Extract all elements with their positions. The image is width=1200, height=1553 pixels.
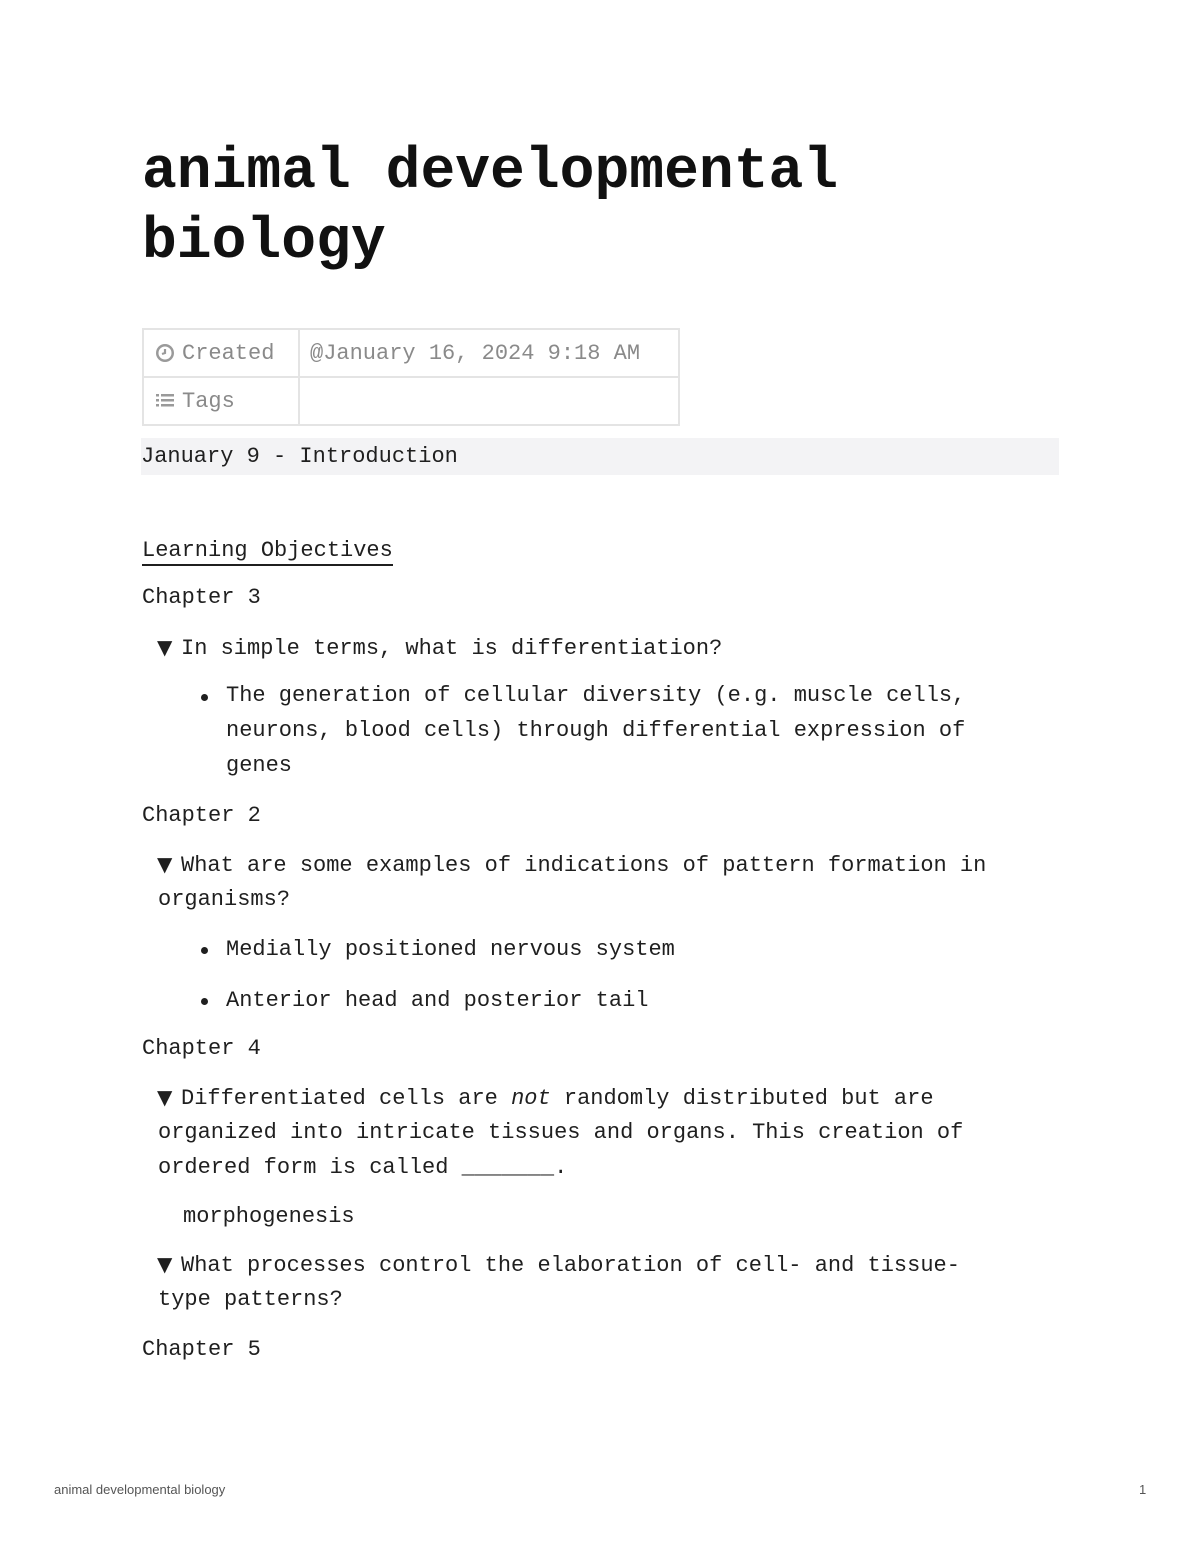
toggle-question-part: randomly distributed but are <box>550 1086 934 1111</box>
bullet-item: Anterior head and posterior tail <box>226 988 649 1013</box>
toggle-question-continued: organized into intricate tissues and organs. This creation of <box>158 1120 964 1145</box>
toggle-differentiation[interactable] <box>157 630 722 666</box>
property-label-created: Created <box>182 340 275 366</box>
emphasis-not: not <box>511 1086 551 1111</box>
chapter-4-label: Chapter 4 <box>142 1036 261 1061</box>
property-key-created <box>143 329 299 377</box>
toggle-triangle-icon[interactable]: ▼ <box>157 852 173 876</box>
toggle-question: What are some examples of indications of pattern formation in <box>181 853 987 878</box>
bullet-dot-icon <box>201 694 208 701</box>
property-value-created[interactable]: @January 16, 2024 9:18 AM <box>299 329 679 377</box>
toggle-pattern-formation[interactable] <box>157 847 986 883</box>
toggle-answer: morphogenesis <box>183 1204 355 1229</box>
footer-page-number: 1 <box>1139 1482 1147 1497</box>
chapter-3-label: Chapter 3 <box>142 585 261 610</box>
bullet-item-continued: neurons, blood cells) through differential expression of <box>226 718 966 743</box>
toggle-question: In simple terms, what is differentiation? <box>181 636 723 661</box>
bullet-dot-icon <box>201 947 208 954</box>
toggle-triangle-icon[interactable]: ▼ <box>157 1252 173 1276</box>
property-key-tags <box>143 377 299 425</box>
toggle-morphogenesis[interactable] <box>157 1080 934 1116</box>
learning-objectives-label: Learning Objectives <box>142 538 393 566</box>
page-title: animal developmental biology <box>142 140 839 275</box>
properties-table <box>142 328 680 426</box>
toggle-question-continued: ordered form is called _______. <box>158 1155 568 1180</box>
chapter-5-label: Chapter 5 <box>142 1337 261 1362</box>
clock-icon <box>154 341 176 363</box>
property-value-tags[interactable] <box>299 377 679 425</box>
property-label-tags: Tags <box>182 388 235 414</box>
bullet-item-continued: genes <box>226 753 293 778</box>
bullet-dot-icon <box>201 998 208 1005</box>
property-row-created <box>143 329 679 377</box>
toggle-triangle-icon[interactable]: ▼ <box>157 635 173 659</box>
toggle-question-continued: organisms? <box>158 887 291 912</box>
toggle-question: What processes control the elaboration of cell- and tissue- <box>181 1253 960 1278</box>
learning-objectives-heading <box>142 533 393 568</box>
toggle-question-continued: type patterns? <box>158 1287 343 1312</box>
list-icon <box>154 389 176 411</box>
footer-document-name: animal developmental biology <box>54 1482 226 1497</box>
toggle-heading-january-9[interactable]: January 9 - Introduction <box>141 438 1059 475</box>
chapter-2-label: Chapter 2 <box>142 803 261 828</box>
toggle-triangle-icon[interactable]: ▼ <box>157 1085 173 1109</box>
property-row-tags <box>143 377 679 425</box>
toggle-patterns[interactable] <box>157 1247 960 1283</box>
bullet-item: The generation of cellular diversity (e.g. muscle cells, <box>226 683 966 708</box>
bullet-item: Medially positioned nervous system <box>226 937 675 962</box>
toggle-question-part: Differentiated cells are <box>181 1086 512 1111</box>
